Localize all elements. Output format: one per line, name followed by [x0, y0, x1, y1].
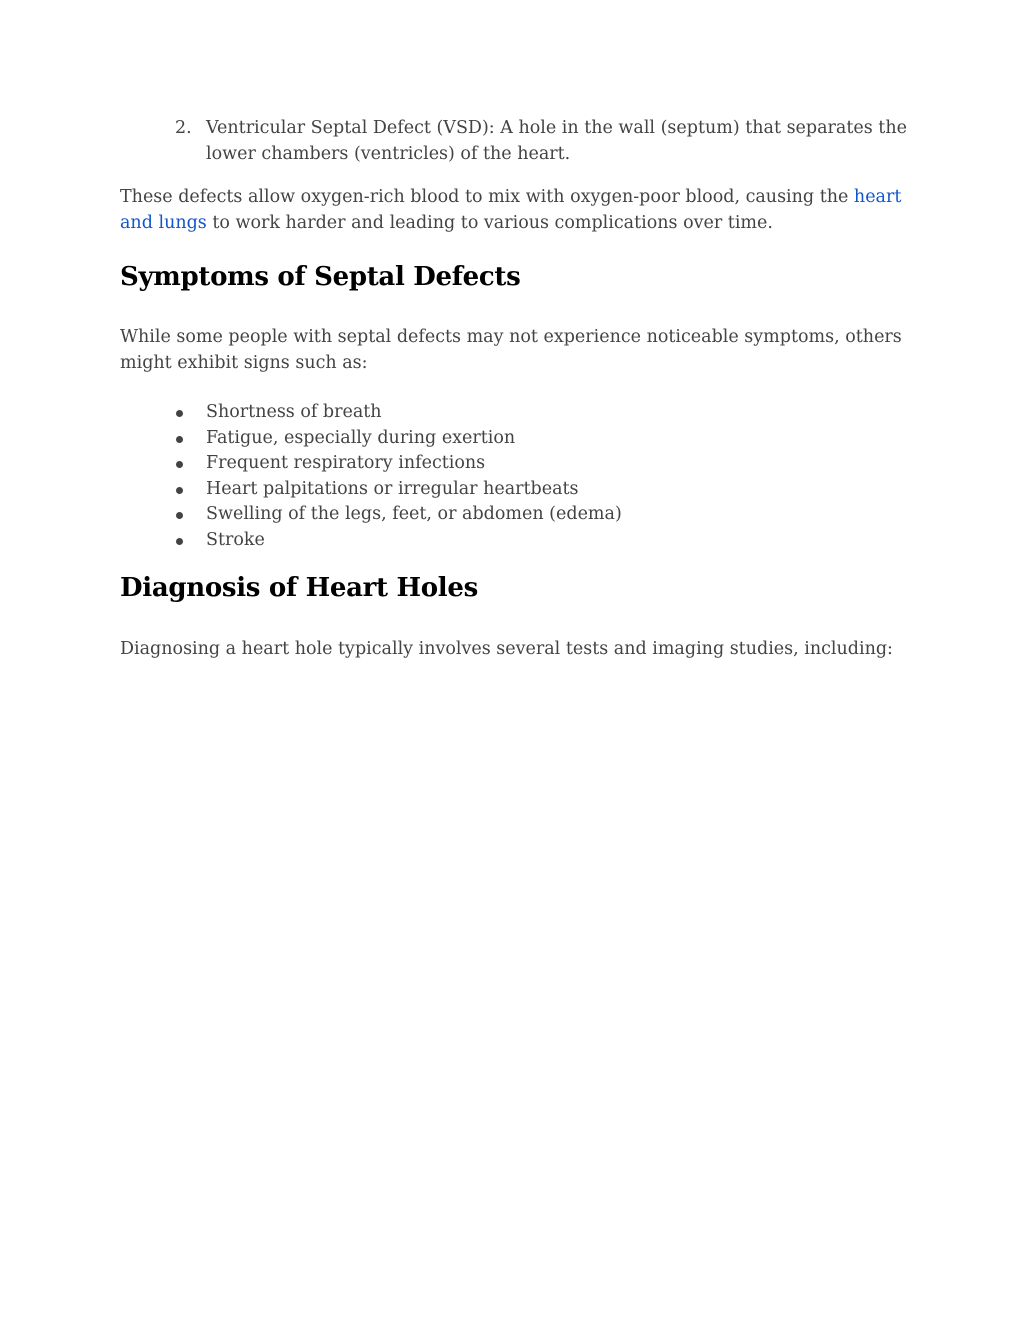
bullet-icon	[176, 538, 183, 545]
bullet-icon	[176, 461, 183, 468]
list-item: Swelling of the legs, feet, or abdomen (edema)	[120, 502, 910, 528]
diagnosis-heading: Diagnosis of Heart Holes	[120, 573, 478, 603]
list-item: Stroke	[120, 528, 910, 554]
list-item: Frequent respiratory infections	[120, 451, 910, 477]
paragraph-text-after-link: to work harder and leading to various complications over time.	[206, 212, 773, 233]
paragraph-defects-effect	[120, 185, 910, 236]
diagnosis-intro: Diagnosing a heart hole typically involves several tests and imaging studies, including:	[120, 639, 893, 659]
symptoms-list	[120, 400, 910, 553]
list-number: 2.	[175, 118, 192, 138]
bullet-icon	[176, 487, 183, 494]
document-page	[120, 116, 910, 663]
bullet-icon	[176, 512, 183, 519]
symptoms-intro: While some people with septal defects may not experience noticeable symptoms, others might exhibit signs such as:	[120, 327, 902, 373]
list-item: Heart palpitations or irregular heartbeats	[120, 477, 910, 503]
bullet-icon	[176, 436, 183, 443]
list-item: Fatigue, especially during exertion	[120, 426, 910, 452]
list-item: Shortness of breath	[120, 400, 910, 426]
list-item-text: Ventricular Septal Defect (VSD): A hole in the wall (septum) that separates the lower chambers (ventricles) of the heart.	[206, 118, 907, 164]
heart-and-lungs-link[interactable]: heart and lungs	[120, 187, 902, 233]
symptoms-heading: Symptoms of Septal Defects	[120, 262, 521, 292]
paragraph-text-before-link: These defects allow oxygen-rich blood to mix with oxygen-poor blood, causing the	[120, 187, 854, 207]
bullet-icon	[176, 410, 183, 417]
ordered-list-item	[120, 116, 910, 167]
